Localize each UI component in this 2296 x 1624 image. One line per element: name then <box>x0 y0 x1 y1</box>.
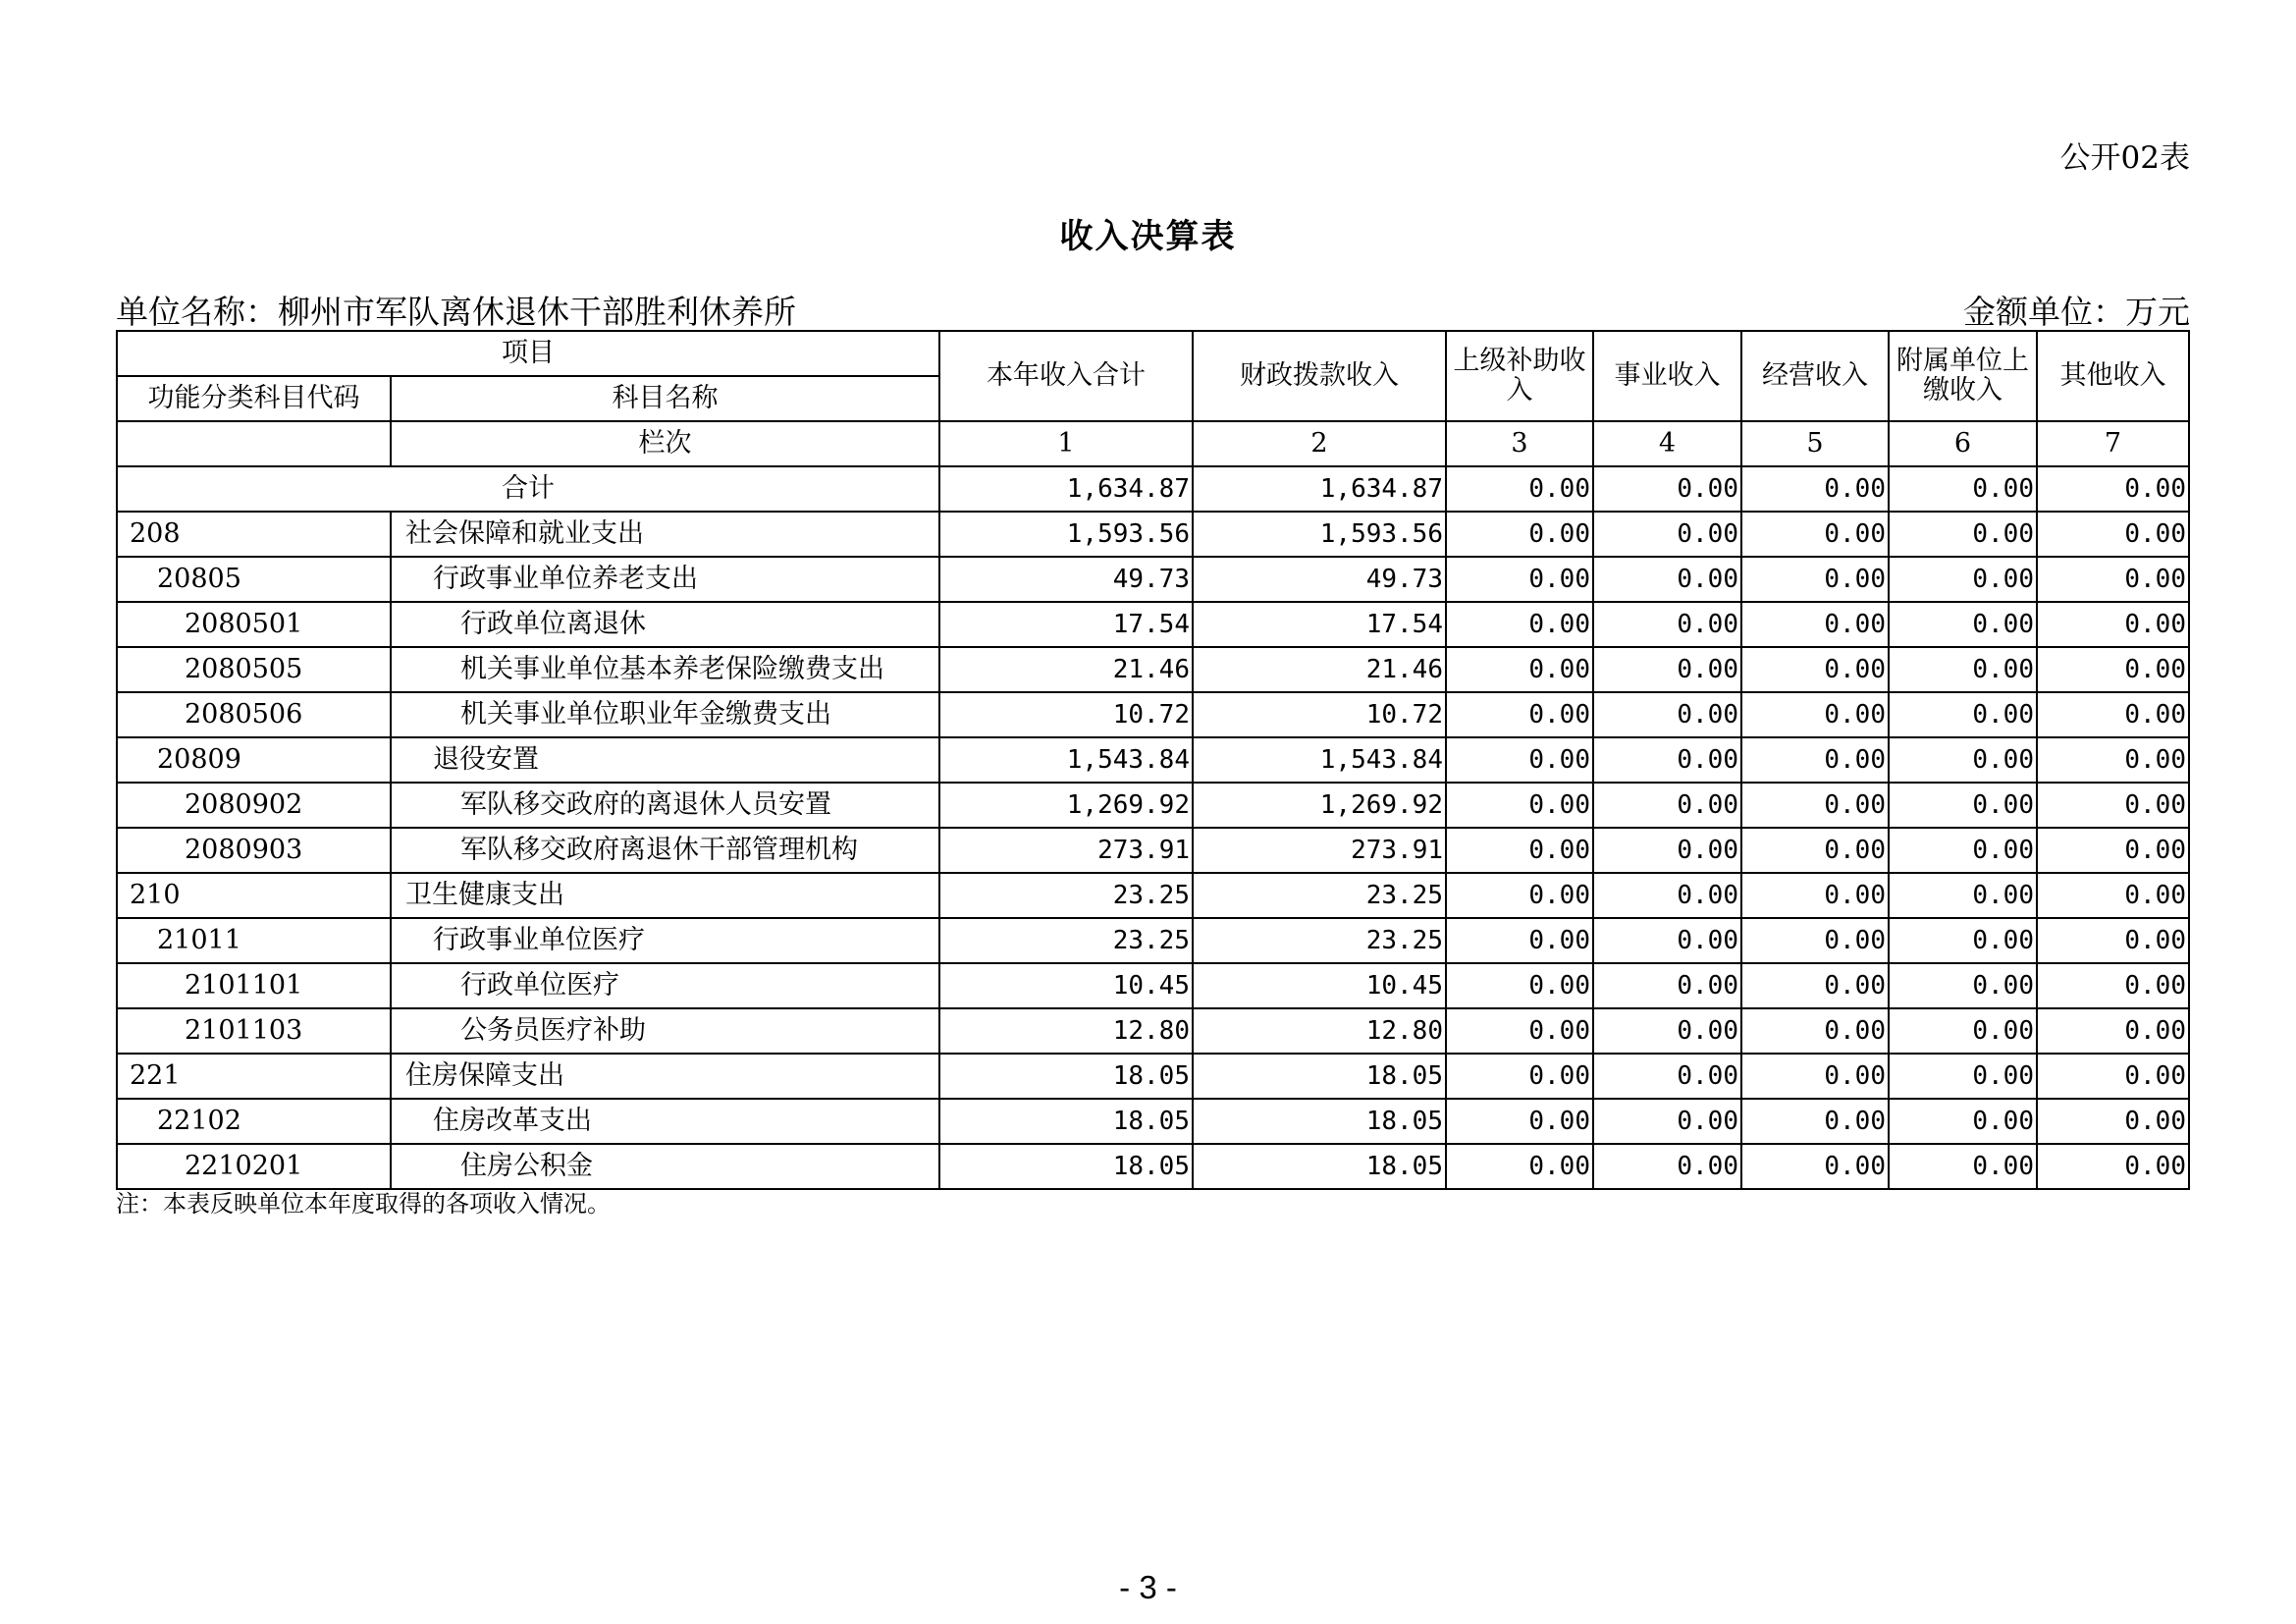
row-value: 23.25 <box>939 873 1193 918</box>
row-value: 17.54 <box>1193 602 1446 647</box>
row-value: 49.73 <box>939 557 1193 602</box>
row-subject-name: 退役安置 <box>391 737 939 783</box>
row-value: 0.00 <box>1593 692 1741 737</box>
header-total-income: 本年收入合计 <box>939 331 1193 421</box>
row-value: 0.00 <box>1741 602 1889 647</box>
row-value: 0.00 <box>1446 873 1593 918</box>
row-code: 208 <box>117 512 391 557</box>
row-code: 20805 <box>117 557 391 602</box>
row-subject-name: 行政事业单位医疗 <box>391 918 939 963</box>
header-other: 其他收入 <box>2037 331 2189 421</box>
row-code: 2080902 <box>117 783 391 828</box>
row-value: 0.00 <box>1889 737 2037 783</box>
column-number: 3 <box>1446 421 1593 466</box>
row-value: 273.91 <box>1193 828 1446 873</box>
table-row <box>117 1099 2189 1144</box>
row-subject-name: 军队移交政府的离退休人员安置 <box>391 783 939 828</box>
row-value: 12.80 <box>1193 1008 1446 1054</box>
header-subject-name: 科目名称 <box>391 376 939 421</box>
table-row <box>117 828 2189 873</box>
column-number: 4 <box>1593 421 1741 466</box>
row-value: 0.00 <box>2037 512 2189 557</box>
row-value: 0.00 <box>1446 692 1593 737</box>
row-code: 2101101 <box>117 963 391 1008</box>
header-operating: 经营收入 <box>1741 331 1889 421</box>
header-superior <box>1446 331 1593 421</box>
row-value: 0.00 <box>2037 873 2189 918</box>
row-value: 0.00 <box>1446 602 1593 647</box>
table-row <box>117 557 2189 602</box>
row-code: 210 <box>117 873 391 918</box>
row-value: 18.05 <box>939 1144 1193 1189</box>
row-value: 0.00 <box>1889 828 2037 873</box>
total-value: 0.00 <box>1889 466 2037 512</box>
row-value: 0.00 <box>1446 1008 1593 1054</box>
row-value: 0.00 <box>1741 1099 1889 1144</box>
row-value: 18.05 <box>939 1054 1193 1099</box>
row-value: 0.00 <box>1593 737 1741 783</box>
table-row <box>117 737 2189 783</box>
total-value: 1,634.87 <box>1193 466 1446 512</box>
row-value: 0.00 <box>1741 692 1889 737</box>
row-value: 0.00 <box>2037 918 2189 963</box>
row-value: 0.00 <box>1446 647 1593 692</box>
row-value: 0.00 <box>2037 828 2189 873</box>
header-affiliated-line2: 缴收入 <box>1923 375 2002 406</box>
row-value: 0.00 <box>1593 783 1741 828</box>
row-value: 10.45 <box>1193 963 1446 1008</box>
table-body <box>117 512 2189 1189</box>
table-row <box>117 783 2189 828</box>
row-value: 0.00 <box>1593 512 1741 557</box>
total-row <box>117 466 2189 512</box>
header-item: 项目 <box>117 331 939 376</box>
header-row-1 <box>117 331 2189 376</box>
unit-name: 单位名称：柳州市军队离休退休干部胜利休养所 <box>116 293 796 331</box>
total-value: 0.00 <box>1593 466 1741 512</box>
column-number: 7 <box>2037 421 2189 466</box>
row-value: 0.00 <box>1889 873 2037 918</box>
row-subject-name: 机关事业单位基本养老保险缴费支出 <box>391 647 939 692</box>
row-value: 0.00 <box>1593 647 1741 692</box>
row-value: 0.00 <box>1593 873 1741 918</box>
row-value: 0.00 <box>1741 512 1889 557</box>
row-value: 0.00 <box>1593 557 1741 602</box>
total-value: 0.00 <box>1446 466 1593 512</box>
row-value: 1,269.92 <box>1193 783 1446 828</box>
row-value: 1,543.84 <box>1193 737 1446 783</box>
table-note: 注：本表反映单位本年度取得的各项收入情况。 <box>116 1190 611 1218</box>
row-value: 0.00 <box>1593 1008 1741 1054</box>
row-value: 0.00 <box>1741 1054 1889 1099</box>
header-func-code: 功能分类科目代码 <box>117 376 391 421</box>
row-value: 18.05 <box>939 1099 1193 1144</box>
table-row <box>117 963 2189 1008</box>
row-value: 0.00 <box>1741 873 1889 918</box>
row-value: 0.00 <box>1446 918 1593 963</box>
table-row <box>117 602 2189 647</box>
column-order-row <box>117 421 2189 466</box>
row-value: 49.73 <box>1193 557 1446 602</box>
table-row <box>117 1144 2189 1189</box>
row-subject-name: 社会保障和就业支出 <box>391 512 939 557</box>
row-value: 1,543.84 <box>939 737 1193 783</box>
row-subject-name: 行政事业单位养老支出 <box>391 557 939 602</box>
total-value: 0.00 <box>2037 466 2189 512</box>
row-value: 21.46 <box>1193 647 1446 692</box>
row-value: 0.00 <box>1593 1054 1741 1099</box>
row-value: 0.00 <box>1889 692 2037 737</box>
row-subject-name: 军队移交政府离退休干部管理机构 <box>391 828 939 873</box>
row-value: 0.00 <box>1889 647 2037 692</box>
row-value: 0.00 <box>1889 963 2037 1008</box>
row-value: 0.00 <box>2037 783 2189 828</box>
row-subject-name: 公务员医疗补助 <box>391 1008 939 1054</box>
header-superior-line2: 入 <box>1506 375 1533 406</box>
table-row <box>117 1054 2189 1099</box>
row-value: 0.00 <box>1741 783 1889 828</box>
row-value: 0.00 <box>1889 602 2037 647</box>
row-value: 0.00 <box>1741 1144 1889 1189</box>
column-number: 5 <box>1741 421 1889 466</box>
row-value: 0.00 <box>1446 512 1593 557</box>
column-order-label: 栏次 <box>391 421 939 466</box>
column-number: 2 <box>1193 421 1446 466</box>
row-value: 0.00 <box>1741 557 1889 602</box>
row-value: 0.00 <box>2037 1144 2189 1189</box>
row-value: 0.00 <box>1741 647 1889 692</box>
row-code: 2210201 <box>117 1144 391 1189</box>
row-subject-name: 行政单位医疗 <box>391 963 939 1008</box>
row-value: 12.80 <box>939 1008 1193 1054</box>
header-superior-line1: 上级补助收 <box>1453 346 1586 376</box>
row-code: 2080501 <box>117 602 391 647</box>
column-number: 6 <box>1889 421 2037 466</box>
row-subject-name: 住房公积金 <box>391 1144 939 1189</box>
row-value: 10.72 <box>1193 692 1446 737</box>
form-number: 公开02表 <box>2059 140 2190 176</box>
page-number: - 3 - <box>1119 1569 1177 1605</box>
row-value: 0.00 <box>2037 963 2189 1008</box>
row-subject-name: 卫生健康支出 <box>391 873 939 918</box>
row-value: 0.00 <box>2037 692 2189 737</box>
row-value: 0.00 <box>1446 1144 1593 1189</box>
row-value: 0.00 <box>2037 602 2189 647</box>
table-row <box>117 647 2189 692</box>
row-value: 1,593.56 <box>939 512 1193 557</box>
table-row <box>117 692 2189 737</box>
row-value: 0.00 <box>1446 557 1593 602</box>
income-table <box>116 330 2190 1190</box>
row-code: 2080506 <box>117 692 391 737</box>
row-value: 0.00 <box>1446 1099 1593 1144</box>
table-row <box>117 1008 2189 1054</box>
row-code: 2080505 <box>117 647 391 692</box>
row-value: 0.00 <box>2037 1054 2189 1099</box>
row-value: 0.00 <box>1889 783 2037 828</box>
row-value: 17.54 <box>939 602 1193 647</box>
row-value: 0.00 <box>1889 512 2037 557</box>
row-value: 0.00 <box>2037 557 2189 602</box>
row-value: 18.05 <box>1193 1144 1446 1189</box>
table-row <box>117 873 2189 918</box>
table-row <box>117 918 2189 963</box>
row-value: 10.45 <box>939 963 1193 1008</box>
row-code: 2101103 <box>117 1008 391 1054</box>
row-value: 0.00 <box>1593 918 1741 963</box>
row-value: 0.00 <box>1741 737 1889 783</box>
row-value: 0.00 <box>1741 828 1889 873</box>
row-code: 20809 <box>117 737 391 783</box>
row-subject-name: 住房改革支出 <box>391 1099 939 1144</box>
row-value: 0.00 <box>2037 737 2189 783</box>
row-value: 0.00 <box>1446 963 1593 1008</box>
row-value: 0.00 <box>1889 1008 2037 1054</box>
header-affiliated <box>1889 331 2037 421</box>
row-value: 0.00 <box>2037 1008 2189 1054</box>
row-value: 0.00 <box>1446 783 1593 828</box>
row-value: 0.00 <box>2037 647 2189 692</box>
row-value: 0.00 <box>1446 1054 1593 1099</box>
row-value: 0.00 <box>1741 918 1889 963</box>
row-value: 0.00 <box>1593 602 1741 647</box>
row-value: 0.00 <box>2037 1099 2189 1144</box>
row-value: 23.25 <box>1193 918 1446 963</box>
row-value: 0.00 <box>1889 1144 2037 1189</box>
header-fiscal: 财政拨款收入 <box>1193 331 1446 421</box>
amount-unit: 金额单位：万元 <box>1963 293 2190 331</box>
row-value: 18.05 <box>1193 1054 1446 1099</box>
row-value: 0.00 <box>1889 1054 2037 1099</box>
row-value: 21.46 <box>939 647 1193 692</box>
row-subject-name: 行政单位离退休 <box>391 602 939 647</box>
total-label: 合计 <box>117 466 939 512</box>
total-value: 0.00 <box>1741 466 1889 512</box>
row-value: 0.00 <box>1741 1008 1889 1054</box>
header-business: 事业收入 <box>1593 331 1741 421</box>
row-subject-name: 住房保障支出 <box>391 1054 939 1099</box>
row-value: 23.25 <box>1193 873 1446 918</box>
total-value: 1,634.87 <box>939 466 1193 512</box>
row-value: 0.00 <box>1446 828 1593 873</box>
row-code: 21011 <box>117 918 391 963</box>
header-affiliated-line1: 附属单位上 <box>1896 346 2029 376</box>
column-number: 1 <box>939 421 1193 466</box>
row-code: 2080903 <box>117 828 391 873</box>
table-row <box>117 512 2189 557</box>
row-value: 273.91 <box>939 828 1193 873</box>
row-value: 0.00 <box>1593 1099 1741 1144</box>
row-value: 23.25 <box>939 918 1193 963</box>
row-value: 1,269.92 <box>939 783 1193 828</box>
row-value: 0.00 <box>1446 737 1593 783</box>
row-value: 0.00 <box>1593 1144 1741 1189</box>
row-value: 0.00 <box>1889 918 2037 963</box>
page-title: 收入决算表 <box>1059 217 1237 256</box>
row-code: 221 <box>117 1054 391 1099</box>
row-code: 22102 <box>117 1099 391 1144</box>
row-value: 18.05 <box>1193 1099 1446 1144</box>
row-value: 0.00 <box>1741 963 1889 1008</box>
column-order-blank <box>117 421 391 466</box>
row-value: 0.00 <box>1593 828 1741 873</box>
row-subject-name: 机关事业单位职业年金缴费支出 <box>391 692 939 737</box>
row-value: 0.00 <box>1593 963 1741 1008</box>
row-value: 10.72 <box>939 692 1193 737</box>
row-value: 1,593.56 <box>1193 512 1446 557</box>
row-value: 0.00 <box>1889 1099 2037 1144</box>
row-value: 0.00 <box>1889 557 2037 602</box>
